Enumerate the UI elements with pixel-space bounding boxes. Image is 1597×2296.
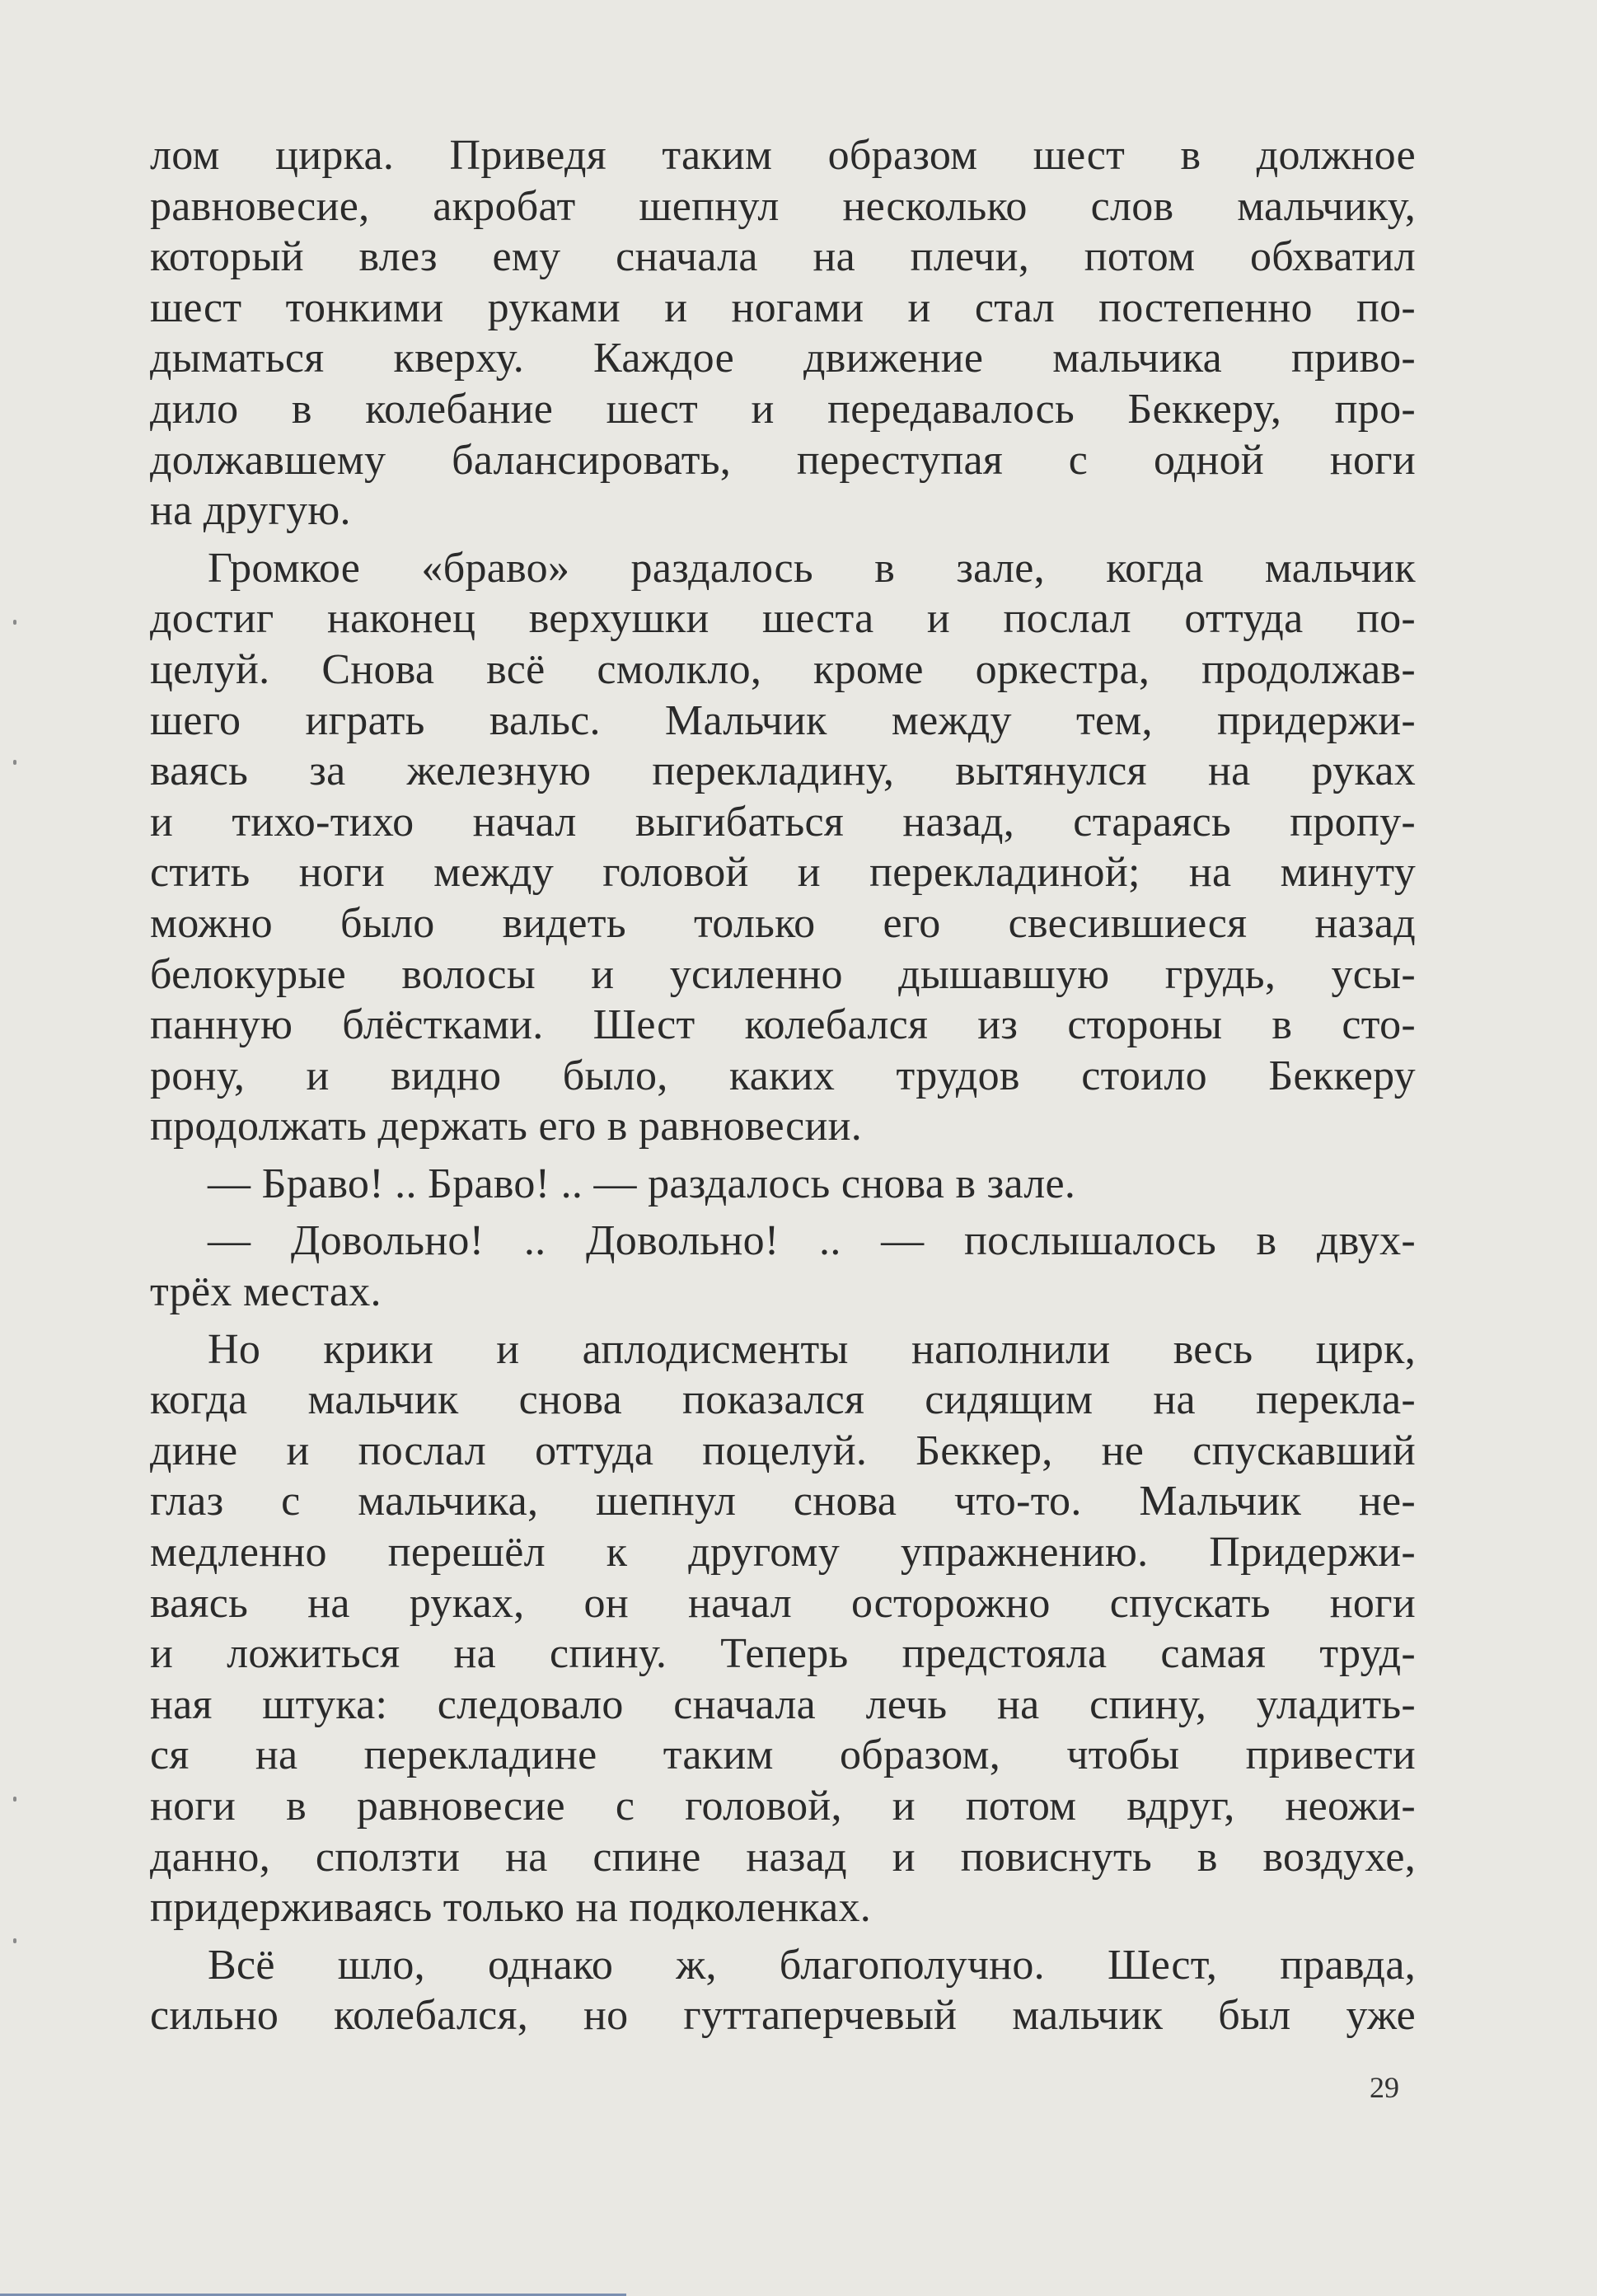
text-line: Всё шло, однако ж, благополучно. Шест, правда, [208,1941,1416,1989]
text-line: ваясь за железную перекладину, вытянулся на руках [150,747,1416,795]
text-line: и тихо-тихо начал выгибаться назад, стараясь пропу- [150,798,1416,846]
paragraph [150,1216,1416,1317]
margin-speck [13,620,16,625]
text-line: ная штука: следовало сначала лечь на спину, уладить- [150,1680,1416,1728]
paragraph-gap [150,1152,1416,1159]
text-line: рону, и видно было, каких трудов стоило Беккеру [150,1052,1416,1099]
page-number: 29 [1370,2071,1399,2104]
paragraph [150,1940,1416,2041]
text-line: дило в колебание шест и передавалось Беккеру, про- [150,385,1416,433]
text-line: сильно колебался, но гуттаперчевый мальчик был уже [150,1992,1416,2040]
paragraph [150,130,1416,537]
text-line: на другую. [150,487,351,535]
text-line: — Довольно! .. Довольно! .. — послышалось в двух- [208,1217,1416,1265]
paragraph [150,1324,1416,1933]
text-line: шего играть вальс. Мальчик между тем, придержи- [150,696,1416,744]
text-line: стить ноги между головой и перекладиной; на минуту [150,849,1416,897]
text-line: данно, сползти на спине назад и повиснуть в воздухе, [150,1833,1416,1881]
text-line: продолжать держать его в равновесии. [150,1103,863,1150]
text-line: ноги в равновесие с головой, и потом вдруг, неожи- [150,1783,1416,1830]
paragraph-gap [150,1933,1416,1940]
paragraph [150,1159,1416,1210]
text-line: равновесие, акробат шепнул несколько слов мальчику, [150,182,1416,230]
text-line: — Браво! .. Браво! .. — раздалось снова в зале. [208,1160,1076,1207]
text-line: медленно перешёл к другому упражнению. Придержи- [150,1529,1416,1577]
text-line: достиг наконец верхушки шеста и послал оттуда по- [150,595,1416,643]
text-line: Но крики и аплодисменты наполнили весь цирк, [208,1325,1416,1373]
text-line: трёх местах. [150,1268,382,1316]
paragraph-gap [150,1318,1416,1324]
text-line: целуй. Снова всё смолкло, кроме оркестра, продолжав- [150,645,1416,693]
text-line: Громкое «браво» раздалось в зале, когда мальчик [208,544,1416,592]
margin-speck [13,1797,16,1802]
text-line: который влез ему сначала на плечи, потом обхватил [150,233,1416,281]
text-line: придерживаясь только на подколенках. [150,1884,872,1932]
text-line: должавшему балансировать, переступая с одной ноги [150,436,1416,484]
text-line: лом цирка. Приведя таким образом шест в должное [150,132,1416,179]
paragraph [150,543,1416,1152]
text-line: дыматься кверху. Каждое движение мальчика приво- [150,335,1416,382]
text-line: когда мальчик снова показался сидящим на перекла- [150,1376,1416,1424]
text-line: панную блёстками. Шест колебался из стороны в сто- [150,1001,1416,1049]
text-line: ваясь на руках, он начал осторожно спускать ноги [150,1579,1416,1627]
text-line: ся на перекладине таким образом, чтобы привести [150,1731,1416,1779]
margin-speck [13,1938,16,1943]
paragraph-gap [150,537,1416,543]
text-line: шест тонкими руками и ногами и стал постепенно по- [150,283,1416,331]
body-text [150,130,1416,2041]
text-line: и ложиться на спину. Теперь предстояла самая труд- [150,1630,1416,1678]
margin-speck [13,760,16,765]
paragraph-gap [150,1209,1416,1216]
text-line: можно было видеть только его свесившиеся назад [150,899,1416,947]
text-line: белокурые волосы и усиленно дышавшую грудь, усы- [150,950,1416,998]
text-line: глаз с мальчика, шепнул снова что-то. Мальчик не- [150,1478,1416,1525]
text-line: дине и послал оттуда поцелуй. Беккер, не спускавший [150,1427,1416,1474]
